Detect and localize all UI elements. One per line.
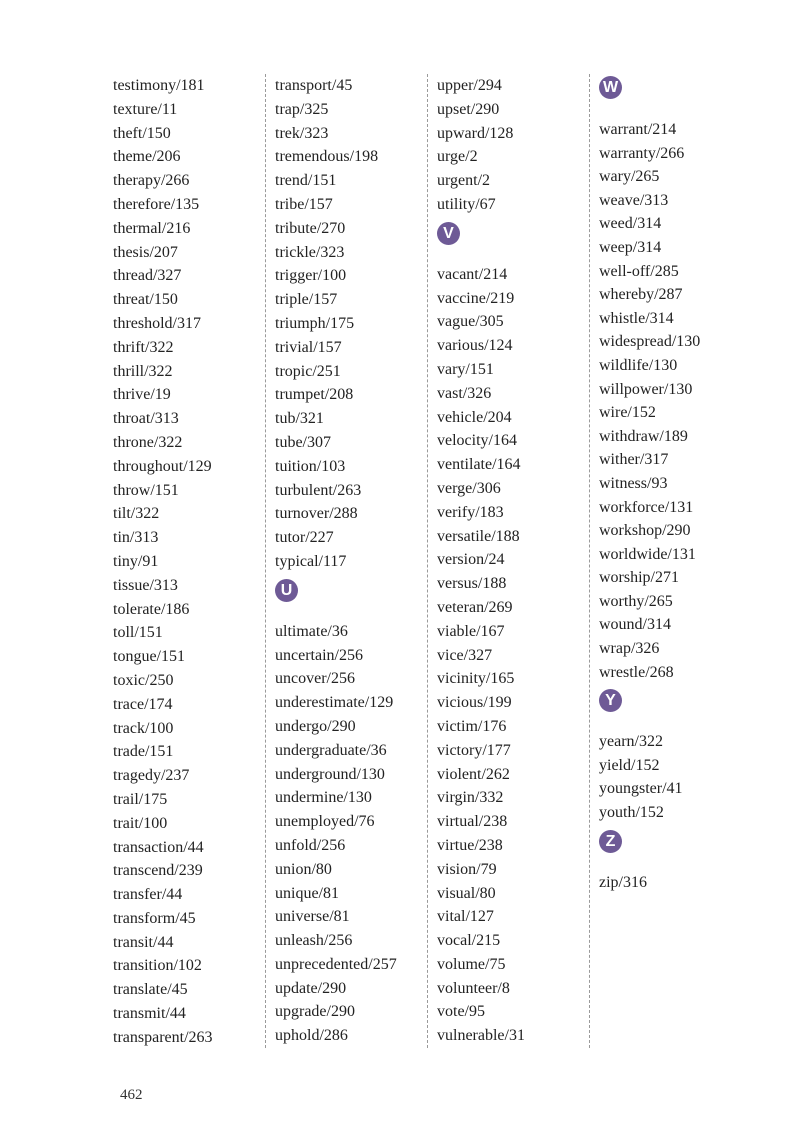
index-entry: victory/177	[437, 741, 511, 759]
index-entry: undermine/130	[275, 789, 372, 807]
index-entry: tilt/322	[113, 505, 160, 523]
index-entry: transparent/263	[113, 1028, 213, 1046]
index-entry: thrive/19	[113, 386, 171, 404]
index-entry: vary/151	[437, 360, 494, 378]
index-entry: transmit/44	[113, 1005, 186, 1023]
index-entry: transform/45	[113, 909, 196, 927]
index-entry: vice/327	[437, 646, 493, 664]
index-entry: update/290	[275, 979, 347, 997]
index-entry: virtue/238	[437, 836, 503, 854]
index-entry: testimony/181	[113, 77, 205, 94]
index-entry: warrant/214	[599, 121, 677, 138]
index-entry: worship/271	[599, 569, 679, 587]
index-entry: various/124	[437, 337, 513, 355]
index-entry: tub/321	[275, 410, 324, 428]
index-entry: translate/45	[113, 981, 188, 999]
index-entry: viable/167	[437, 622, 505, 640]
index-entry: texture/11	[113, 100, 178, 118]
index-entry: violent/262	[437, 765, 510, 783]
index-entry: willpower/130	[599, 380, 693, 398]
index-entry: upgrade/290	[275, 1003, 355, 1021]
index-column-4	[599, 74, 749, 894]
index-entry: typical/117	[275, 552, 347, 570]
page-number: 462	[120, 1087, 143, 1103]
index-entry: tribe/157	[275, 195, 333, 213]
index-entry: toxic/250	[113, 671, 174, 689]
index-entry: virtual/238	[437, 813, 508, 831]
column-divider	[265, 74, 266, 1048]
index-entry: trace/174	[113, 695, 173, 713]
index-entry: thrill/322	[113, 362, 173, 380]
index-entry: vaccine/219	[437, 289, 515, 307]
index-entry: vicious/199	[437, 694, 512, 712]
index-entry: verge/306	[437, 479, 501, 497]
index-entry: wither/317	[599, 451, 669, 469]
index-entry: thermal/216	[113, 219, 191, 237]
index-entry: yield/152	[599, 756, 660, 774]
letter-heading	[599, 825, 749, 871]
index-entry: witness/93	[599, 474, 668, 492]
index-entry: tin/313	[113, 529, 159, 547]
index-entry: transfer/44	[113, 886, 183, 904]
index-entry: vulnerable/31	[437, 1027, 525, 1045]
index-entry: underground/130	[275, 765, 385, 783]
index-entry: tongue/151	[113, 648, 185, 666]
index-entry: toll/151	[113, 624, 163, 642]
index-entry: trend/151	[275, 172, 337, 190]
index-entry: weep/314	[599, 238, 662, 256]
index-entry: whereby/287	[599, 286, 683, 304]
index-entry: triple/157	[275, 291, 338, 309]
index-entry: upper/294	[437, 77, 502, 94]
index-entry: turnover/288	[275, 505, 358, 523]
index-entry: tribute/270	[275, 219, 346, 237]
index-entry: yearn/322	[599, 733, 663, 751]
index-entry: weed/314	[599, 215, 662, 233]
index-entry: volunteer/8	[437, 979, 510, 997]
letter-badge: Z	[599, 830, 622, 853]
index-entry: trigger/100	[275, 267, 347, 285]
column-divider	[427, 74, 428, 1048]
index-entry: transport/45	[275, 77, 353, 94]
index-entry: workforce/131	[599, 498, 694, 516]
index-entry: undergraduate/36	[275, 741, 387, 759]
index-entry: upward/128	[437, 124, 514, 142]
index-entry: turbulent/263	[275, 481, 362, 499]
index-entry: underestimate/129	[275, 694, 394, 712]
letter-section-u	[275, 574, 425, 1048]
index-entry: trait/100	[113, 814, 168, 832]
index-entry: tube/307	[275, 433, 331, 451]
index-entry: well-off/285	[599, 262, 679, 280]
index-entry: tragedy/237	[113, 767, 190, 785]
index-entry: upset/290	[437, 100, 500, 118]
index-entry: trap/325	[275, 100, 329, 118]
index-entry: verify/183	[437, 503, 504, 521]
index-entry: tropic/251	[275, 362, 341, 380]
index-entry: throat/313	[113, 410, 179, 428]
index-entry: threat/150	[113, 291, 178, 309]
index-entry: versus/188	[437, 575, 507, 593]
index-entry: tremendous/198	[275, 148, 379, 166]
index-entry: wrestle/268	[599, 663, 674, 681]
letter-badge: Y	[599, 689, 622, 712]
index-entry: tiny/91	[113, 552, 159, 570]
index-entry: unemployed/76	[275, 813, 375, 831]
index-entry: vague/305	[437, 313, 504, 331]
letter-section-continued	[437, 74, 587, 217]
letter-heading	[275, 574, 425, 620]
index-entry: vote/95	[437, 1003, 485, 1021]
index-column-2	[275, 74, 425, 1048]
index-entry: youngster/41	[599, 780, 683, 798]
index-entry: urgent/2	[437, 172, 491, 190]
index-entry: wary/265	[599, 168, 660, 186]
index-entry: unprecedented/257	[275, 955, 397, 973]
index-entry: uncertain/256	[275, 646, 363, 664]
index-entry: thrift/322	[113, 338, 174, 356]
letter-section-continued	[275, 74, 425, 574]
index-entry: weave/313	[599, 191, 669, 209]
index-entry: trek/323	[275, 124, 329, 142]
index-entry: theme/206	[113, 148, 181, 166]
index-entry: virgin/332	[437, 789, 504, 807]
letter-section-z	[599, 825, 749, 895]
index-entry: ultimate/36	[275, 622, 348, 640]
index-entry: vocal/215	[437, 932, 501, 950]
index-entry: zip/316	[599, 873, 647, 891]
letter-section-continued	[113, 74, 263, 1050]
letter-heading	[599, 684, 749, 730]
index-entry: visual/80	[437, 884, 496, 902]
index-entry: throw/151	[113, 481, 179, 499]
index-column-3	[437, 74, 587, 1048]
index-entry: universe/81	[275, 908, 350, 926]
index-entry: trivial/157	[275, 338, 342, 356]
letter-heading	[437, 217, 587, 263]
index-entry: trail/175	[113, 790, 168, 808]
index-entry: youth/152	[599, 804, 664, 822]
index-entry: tuition/103	[275, 457, 346, 475]
index-entry: vital/127	[437, 908, 494, 926]
index-entry: uncover/256	[275, 670, 355, 688]
index-entry: workshop/290	[599, 522, 691, 540]
index-entry: vision/79	[437, 860, 497, 878]
letter-badge: V	[437, 222, 460, 245]
index-entry: vast/326	[437, 384, 492, 402]
index-entry: wildlife/130	[599, 356, 678, 374]
index-entry: tolerate/186	[113, 600, 190, 618]
index-entry: wrap/326	[599, 640, 660, 658]
index-entry: trumpet/208	[275, 386, 354, 404]
index-entry: trade/151	[113, 743, 174, 761]
column-divider	[589, 74, 590, 1048]
index-entry: veteran/269	[437, 598, 513, 616]
index-entry: vicinity/165	[437, 670, 515, 688]
index-entry: throughout/129	[113, 457, 212, 475]
index-entry: version/24	[437, 551, 505, 569]
index-entry: transcend/239	[113, 862, 203, 880]
letter-heading	[599, 74, 749, 118]
index-entry: trickle/323	[275, 243, 345, 261]
index-entry: unique/81	[275, 884, 339, 902]
index-entry: union/80	[275, 860, 332, 878]
letter-section-v	[437, 217, 587, 1048]
index-entry: uphold/286	[275, 1027, 348, 1045]
index-entry: transaction/44	[113, 838, 204, 856]
index-entry: vehicle/204	[437, 408, 512, 426]
index-entry: versatile/188	[437, 527, 520, 545]
index-entry: victim/176	[437, 717, 507, 735]
index-entry: transition/102	[113, 957, 202, 975]
index-entry: worldwide/131	[599, 545, 696, 563]
index-entry: worthy/265	[599, 592, 673, 610]
index-entry: throne/322	[113, 433, 183, 451]
index-entry: unfold/256	[275, 836, 346, 854]
index-entry: wire/152	[599, 404, 656, 422]
letter-section-w	[599, 74, 749, 684]
index-entry: ventilate/164	[437, 456, 521, 474]
index-entry: vacant/214	[437, 265, 508, 283]
letter-badge: W	[599, 76, 622, 99]
index-entry: therapy/266	[113, 172, 190, 190]
index-entry: triumph/175	[275, 314, 355, 332]
index-entry: unleash/256	[275, 932, 353, 950]
letter-badge: U	[275, 579, 298, 602]
index-entry: threshold/317	[113, 314, 201, 332]
index-entry: tutor/227	[275, 529, 334, 547]
index-entry: transit/44	[113, 933, 174, 951]
index-entry: thesis/207	[113, 243, 178, 261]
index-entry: track/100	[113, 719, 174, 737]
index-entry: tissue/313	[113, 576, 178, 594]
index-entry: withdraw/189	[599, 427, 688, 445]
index-entry: utility/67	[437, 195, 496, 213]
index-entry: thread/327	[113, 267, 182, 285]
index-entry: velocity/164	[437, 432, 517, 450]
index-entry: therefore/135	[113, 195, 200, 213]
index-entry: whistle/314	[599, 309, 674, 327]
index-entry: widespread/130	[599, 333, 701, 351]
index-entry: wound/314	[599, 616, 671, 634]
index-entry: undergo/290	[275, 717, 356, 735]
index-entry: volume/75	[437, 955, 506, 973]
index-entry: theft/150	[113, 124, 171, 142]
index-entry: urge/2	[437, 148, 478, 166]
index-entry: warranty/266	[599, 144, 685, 162]
letter-section-y	[599, 684, 749, 824]
index-column-1	[113, 74, 263, 1050]
